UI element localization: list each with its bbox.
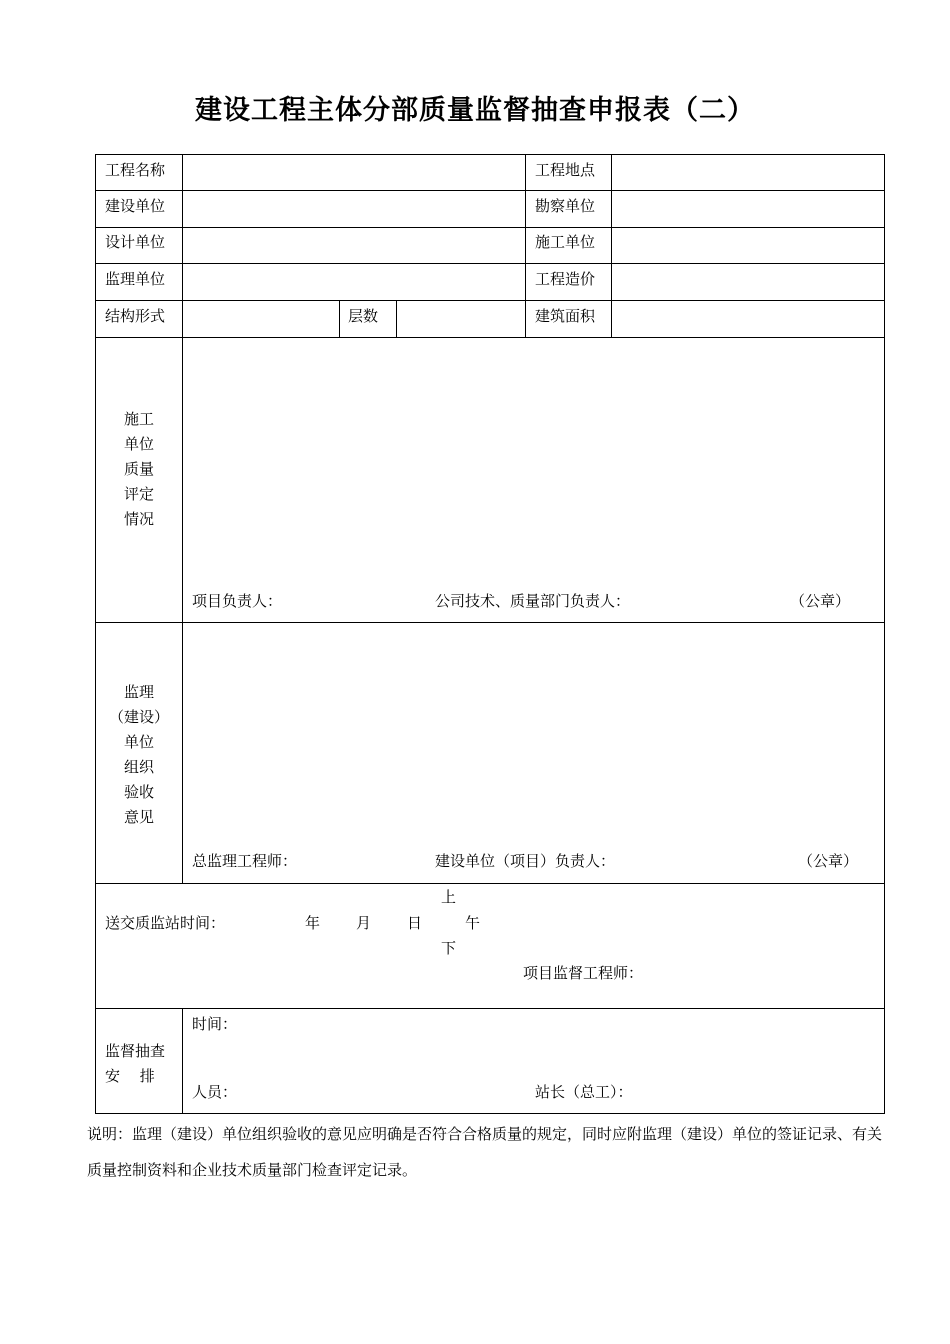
project-cost-label: 工程造价 (535, 270, 596, 288)
survey-unit-label: 勘察单位 (535, 197, 596, 215)
label-line: 验收 (123, 783, 154, 801)
footnote: 说明：监理（建设）单位组织验收的意见应明确是否符合合格质量的规定，同时应附监理（建设）单位的签证记录、有关质量控制资料和企业技术质量部门检查评定记录。 (87, 1125, 883, 1179)
seal-mark: （公章） (798, 852, 859, 870)
project-location-label: 工程地点 (535, 161, 596, 179)
column-divider (396, 300, 397, 337)
submit-time-label: 送交质监站时间： (105, 914, 226, 932)
label-line: 单位 (123, 733, 154, 751)
row-divider (95, 337, 885, 338)
seal-mark: （公章） (790, 592, 851, 610)
building-area-label: 建筑面积 (535, 307, 596, 325)
construction-unit-label: 建设单位 (105, 197, 166, 215)
row-divider (95, 1008, 885, 1009)
inspection-label-line2: 安 排 (105, 1067, 155, 1085)
project-name-label: 工程名称 (105, 161, 166, 179)
inspection-time-field: 时间： (192, 1015, 238, 1033)
report-form (95, 154, 885, 1114)
row-divider (95, 263, 885, 264)
day-label: 日 (407, 914, 423, 932)
border-bottom (95, 1113, 885, 1114)
am-mark: 上 (441, 888, 457, 906)
supervision-opinion-label (96, 680, 182, 830)
structure-type-label: 结构形式 (105, 307, 166, 325)
border-top (95, 154, 885, 155)
column-divider (339, 300, 340, 337)
supervision-unit-label: 监理单位 (105, 270, 166, 288)
row-divider (95, 622, 885, 623)
label-line: 质量 (123, 460, 154, 478)
border-right (884, 154, 885, 1114)
builder-evaluation-label (96, 407, 182, 532)
station-chief-field: 站长（总工）： (535, 1083, 633, 1101)
row-divider (95, 190, 885, 191)
inspection-staff-field: 人员： (192, 1083, 238, 1101)
column-divider (525, 154, 526, 337)
row-divider (95, 227, 885, 228)
label-column-divider (182, 154, 183, 883)
row-divider (95, 300, 885, 301)
label-column-divider (182, 1008, 183, 1114)
year-label: 年 (305, 914, 321, 932)
label-line: 监理 (123, 683, 154, 701)
month-label: 月 (356, 914, 372, 932)
label-line: 意见 (123, 808, 154, 826)
label-line: 评定 (123, 485, 154, 503)
label-line: 单位 (123, 435, 154, 453)
label-line: 组织 (123, 758, 154, 776)
noon-label: 午 (465, 914, 481, 932)
construction-leader-field: 建设单位（项目）负责人： (435, 852, 616, 870)
project-leader-field: 项目负责人： (192, 592, 283, 610)
supervising-engineer-field: 项目监督工程师： (523, 964, 644, 982)
label-line: 施工 (123, 410, 154, 428)
label-line: （建设） (108, 708, 169, 726)
pm-mark: 下 (441, 939, 457, 957)
label-line: 情况 (123, 510, 154, 528)
chief-engineer-field: 总监理工程师： (192, 852, 298, 870)
builder-unit-label: 施工单位 (535, 233, 596, 251)
floors-label: 层数 (348, 307, 379, 325)
border-left (95, 154, 96, 1114)
row-divider (95, 883, 885, 884)
page-title: 建设工程主体分部质量监督抽查申报表（二） (195, 95, 755, 126)
company-leader-field: 公司技术、质量部门负责人： (435, 592, 631, 610)
inspection-label-line1: 监督抽查 (105, 1042, 166, 1060)
column-divider (611, 154, 612, 337)
design-unit-label: 设计单位 (105, 233, 166, 251)
